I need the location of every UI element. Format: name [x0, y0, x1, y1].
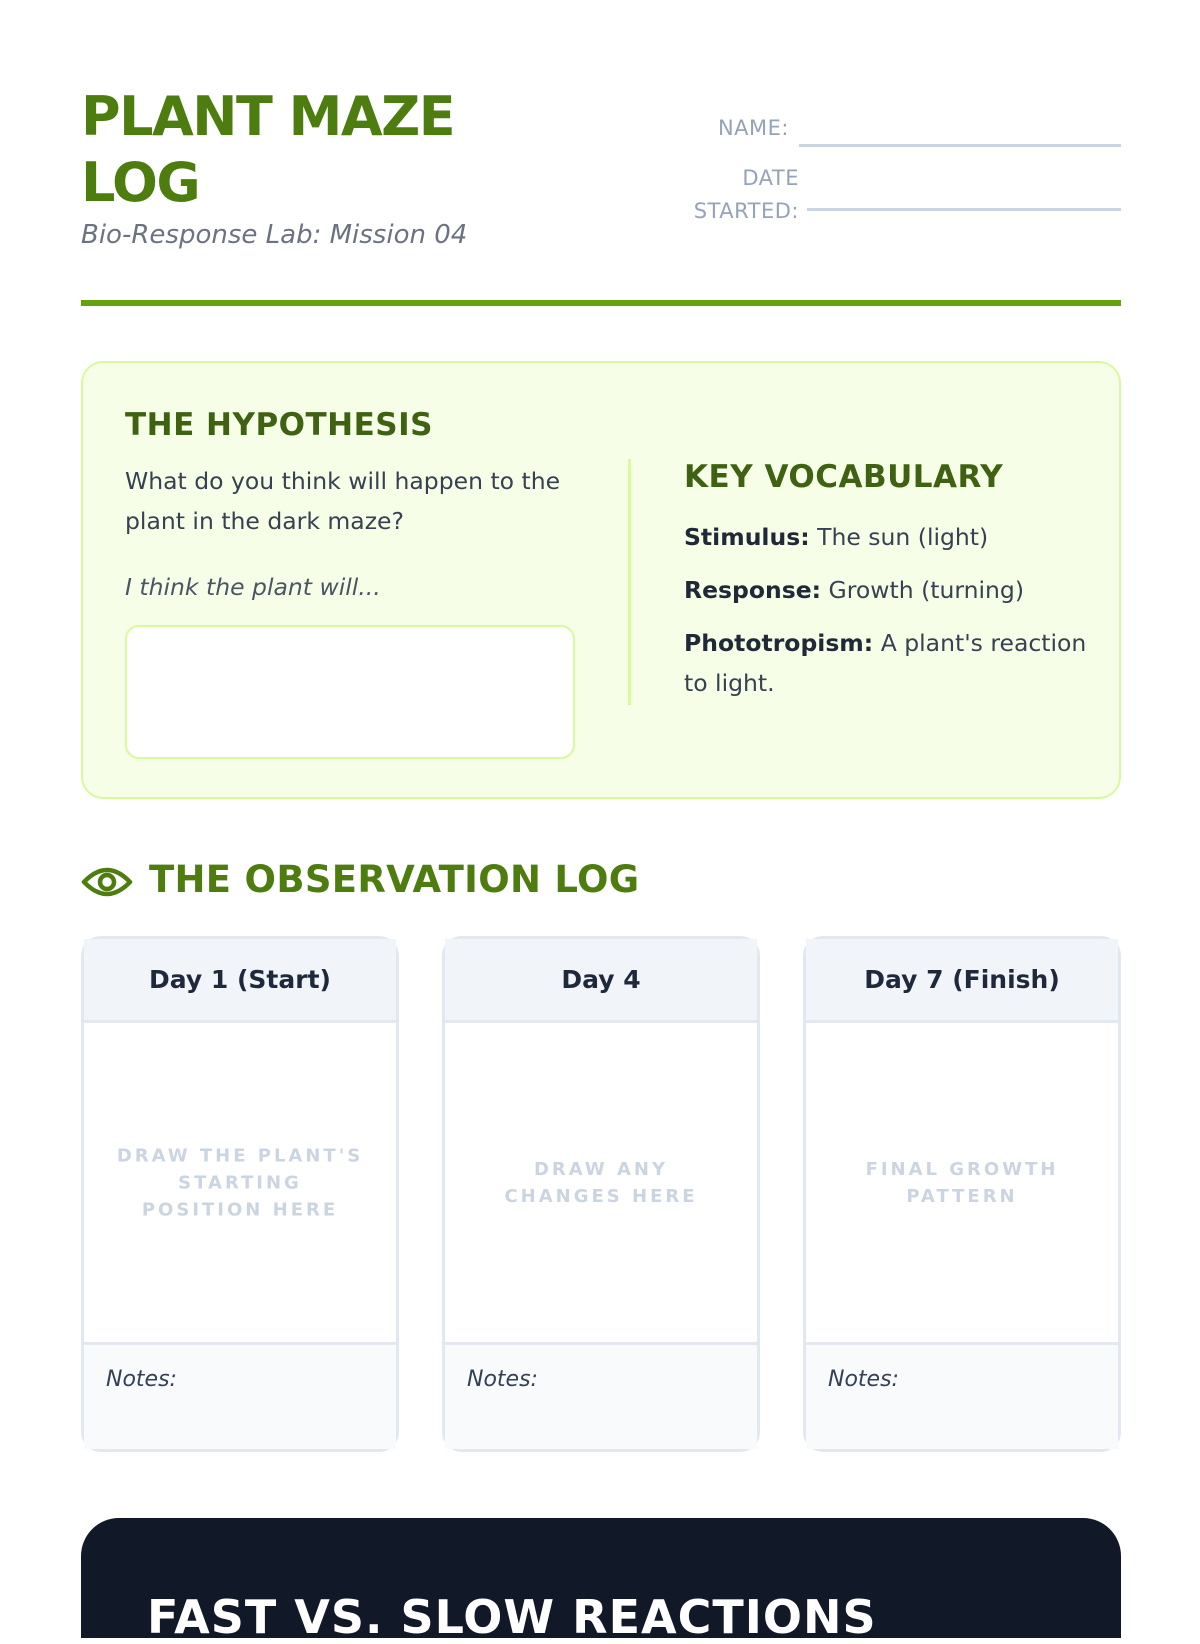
hypothesis-prompt: I think the plant will... [125, 573, 381, 601]
worksheet-header [81, 84, 1121, 304]
vocab-definition: A plant's reaction to light. [684, 629, 1087, 697]
notes-label: Notes: [467, 1367, 538, 1392]
page-title: PLANT MAZE LOG [81, 85, 455, 214]
name-row [671, 104, 1121, 170]
day-card-1 [81, 936, 399, 1452]
day-card-4 [442, 936, 760, 1452]
day-card-7 [803, 936, 1121, 1452]
hypothesis-title: THE HYPOTHESIS [125, 407, 433, 443]
day-card-title: Day 7 (Finish) [806, 939, 1118, 1023]
vocab-term: Response: [684, 576, 822, 604]
name-field[interactable] [799, 144, 1121, 147]
reactions-title: FAST VS. SLOW REACTIONS [147, 1590, 877, 1644]
notes-area[interactable] [84, 1345, 396, 1449]
hypothesis-answer-box[interactable] [125, 625, 575, 759]
name-label: NAME: [717, 116, 789, 140]
hypothesis-card [81, 361, 1121, 799]
student-info [671, 104, 1121, 236]
drawing-hint: DRAW ANY CHANGES HERE [504, 1158, 698, 1207]
drawing-area[interactable] [84, 1023, 396, 1345]
date-field[interactable] [807, 208, 1121, 211]
notes-area[interactable] [445, 1345, 757, 1449]
vocab-term: Phototropism: [684, 629, 874, 657]
drawing-area[interactable] [806, 1023, 1118, 1345]
header-divider [81, 300, 1121, 306]
drawing-hint: FINAL GROWTH PATTERN [865, 1158, 1059, 1207]
vocab-item-stimulus [684, 517, 1094, 557]
date-label: DATE STARTED: [693, 166, 799, 223]
eye-icon [81, 862, 133, 902]
drawing-hint: DRAW THE PLANT'S STARTING POSITION HERE [116, 1145, 364, 1220]
reactions-section [81, 1518, 1121, 1644]
day-card-title: Day 4 [445, 939, 757, 1023]
vocab-term: Stimulus: [684, 523, 810, 551]
vocabulary-list [684, 517, 1094, 716]
vertical-divider [628, 459, 631, 705]
vocab-definition: The sun (light) [817, 523, 989, 551]
notes-label: Notes: [106, 1367, 177, 1392]
day-card-title: Day 1 (Start) [84, 939, 396, 1023]
drawing-area[interactable] [445, 1023, 757, 1345]
hypothesis-question: What do you think will happen to the plant in the dark maze? [125, 467, 561, 535]
vocabulary-title: KEY VOCABULARY [684, 459, 1004, 495]
page-subtitle: Bio-Response Lab: Mission 04 [81, 220, 468, 250]
vocab-item-response [684, 570, 1094, 610]
date-row [671, 166, 1121, 236]
vocab-item-phototropism [684, 623, 1094, 703]
vocab-definition: Growth (turning) [828, 576, 1024, 604]
notes-label: Notes: [828, 1367, 899, 1392]
observation-title: THE OBSERVATION LOG [149, 858, 640, 901]
notes-area[interactable] [806, 1345, 1118, 1449]
